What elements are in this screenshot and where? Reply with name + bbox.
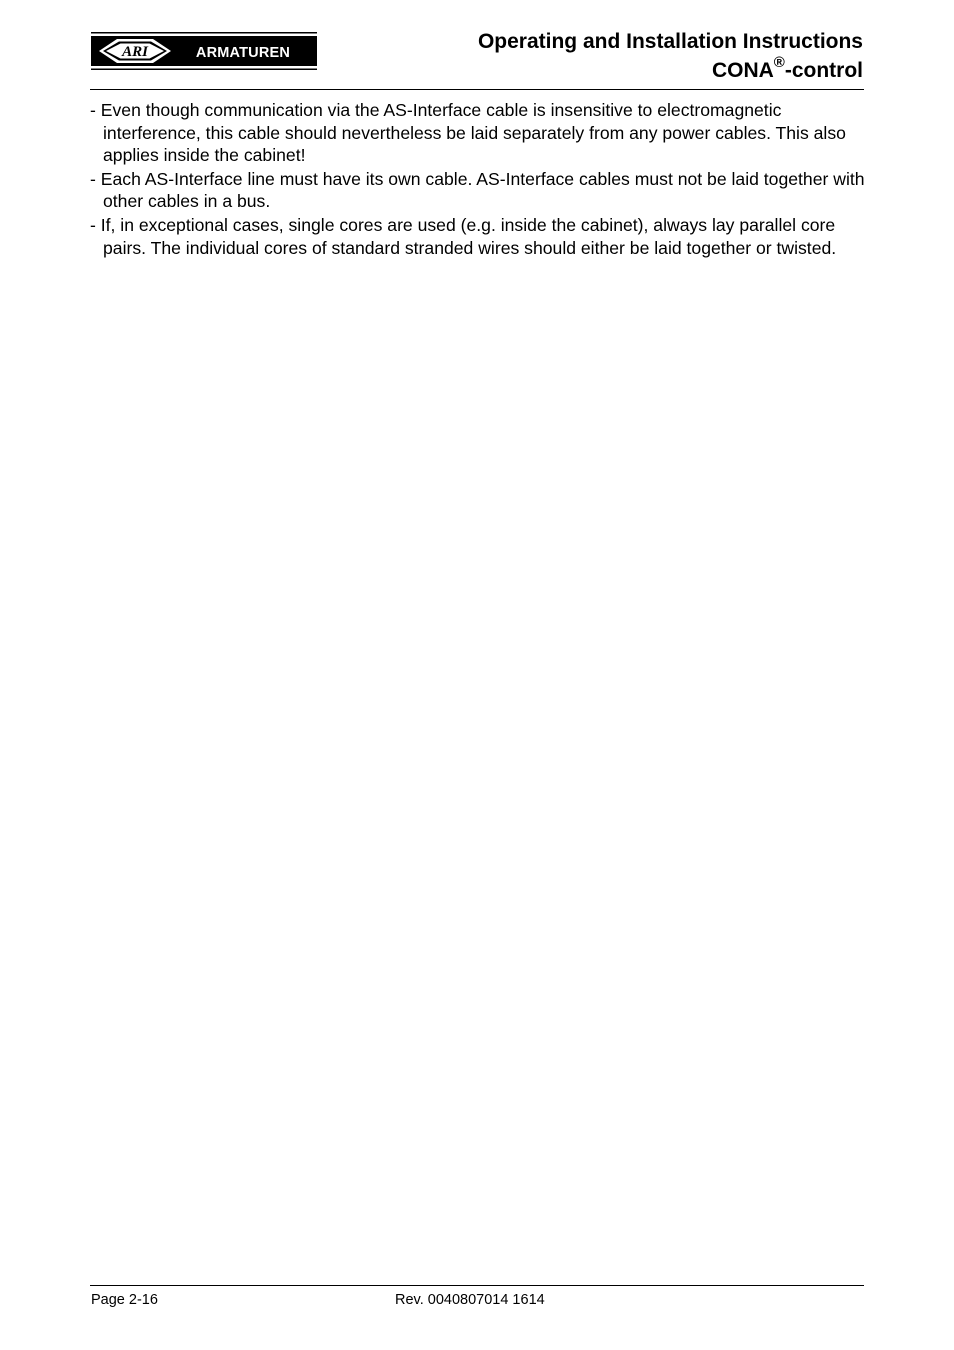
svg-text:ARI: ARI (122, 44, 148, 60)
header-divider (90, 89, 864, 90)
list-item: - If, in exceptional cases, single cores are used (e.g. inside the cabinet), always lay parallel core pairs. The individual cores of standard stranded wires should either be laid together or twisted. (90, 214, 837, 258)
product-name: CONA (711, 59, 774, 82)
ari-logo-icon (91, 32, 317, 70)
footer-divider (90, 1285, 864, 1286)
instruction-list (90, 99, 870, 260)
title-line-1: Operating and Installation Instructions (477, 30, 863, 53)
product-suffix: -control (784, 59, 863, 82)
revision-number: Rev. 0040807014 1614 (395, 1292, 545, 1308)
list-item: - Each AS-Interface line must have its own cable. AS-Interface cables must not be laid together with other cables in a bus. (90, 168, 865, 212)
ari-armaturen-logo (91, 32, 317, 70)
svg-text:ARMATUREN: ARMATUREN (195, 45, 291, 61)
list-item: - Even though communication via the AS-Interface cable is insensitive to electromagnetic interference, this cable should nevertheless be laid separately from any power cables. This also applies inside the cabinet! (90, 100, 846, 166)
registered-mark: ® (773, 54, 785, 71)
title-line-2 (478, 56, 863, 85)
document-title (478, 27, 863, 85)
page-number: Page 2-16 (91, 1292, 158, 1308)
